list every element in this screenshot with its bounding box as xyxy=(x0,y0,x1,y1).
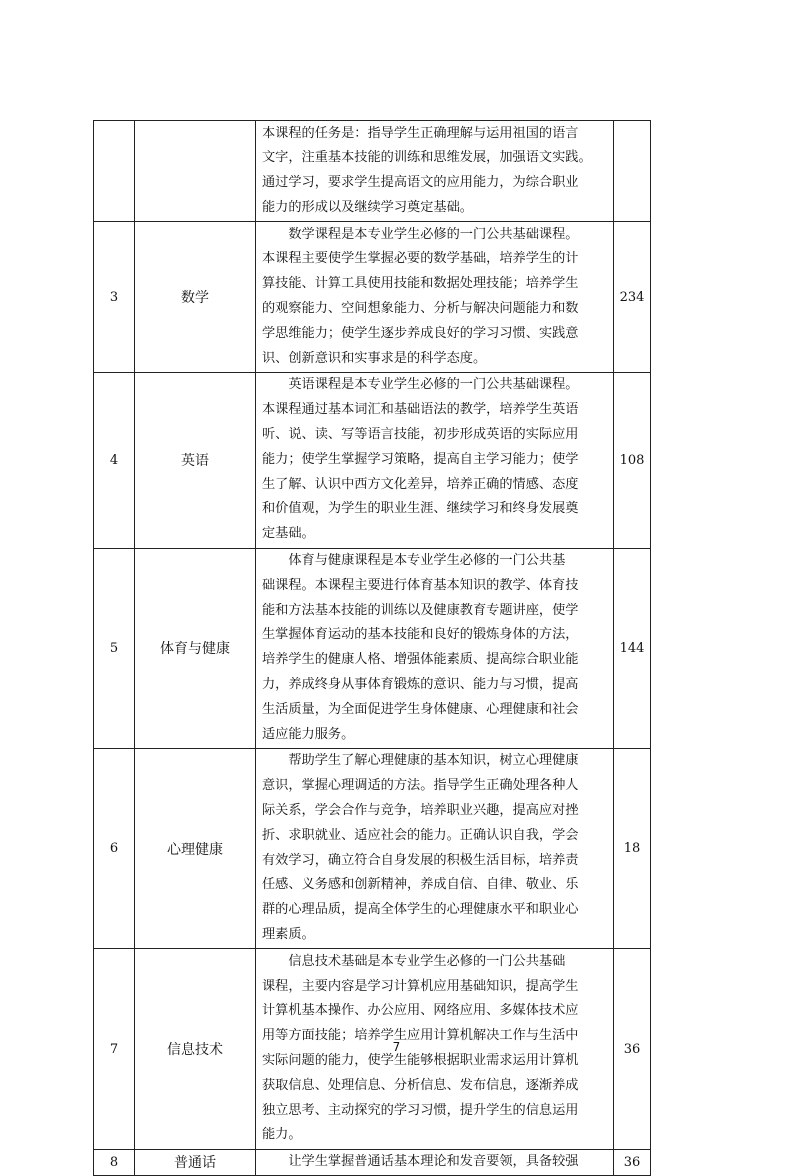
description-line: 际关系，学会合作与竞争，培养职业兴趣，提高应对挫 xyxy=(262,803,579,819)
course-description-cell xyxy=(256,121,614,222)
description-line: 获取信息、处理信息、分析信息、发布信息，逐渐养成 xyxy=(262,1077,579,1093)
description-line: 识、创新意识和实事求是的科学态度。 xyxy=(262,350,487,366)
description-line: 培养学生的健康人格、增强体能素质、提高综合职业能 xyxy=(262,652,579,668)
page-number: 7 xyxy=(392,1040,401,1054)
description-line: 学思维能力；使学生逐步养成良好的学习习惯、实践意 xyxy=(262,325,579,341)
course-description-cell xyxy=(256,548,614,748)
course-hours-cell: 36 xyxy=(614,949,651,1149)
course-number-cell: 5 xyxy=(94,548,135,748)
description-line: 意识，掌握心理调适的方法。指导学生正确处理各种人 xyxy=(262,778,579,794)
description-line: 本课程的任务是：指导学生正确理解与运用祖国的语言 xyxy=(262,125,579,141)
course-description-cell xyxy=(256,1149,614,1175)
course-name-cell: 心理健康 xyxy=(135,748,256,948)
description-line: 让学生掌握普通话基本理论和发音要领，具备较强 xyxy=(262,1153,579,1169)
description-line: 数学课程是本专业学生必修的一门公共基础课程。 xyxy=(262,226,579,242)
description-line: 定基础。 xyxy=(262,526,315,542)
description-line: 独立思考、主动探究的学习习惯，提升学生的信息运用 xyxy=(262,1102,579,1118)
description-line: 信息技术基础是本专业学生必修的一门公共基础 xyxy=(262,953,566,969)
course-description-cell xyxy=(256,748,614,948)
description-line: 计算机基本操作、办公应用、网络应用、多媒体技术应 xyxy=(262,1003,579,1019)
description-line: 生掌握体育运动的基本技能和良好的锻炼身体的方法， xyxy=(262,627,579,643)
course-number-cell: 7 xyxy=(94,949,135,1149)
description-line: 能和方法基本技能的训练以及健康教育专题讲座，使学 xyxy=(262,602,579,618)
course-hours-cell: 108 xyxy=(614,372,651,548)
course-number-cell: 6 xyxy=(94,748,135,948)
course-hours-cell: 234 xyxy=(614,222,651,373)
course-name-cell: 英语 xyxy=(135,372,256,548)
table-row xyxy=(94,222,651,373)
description-line: 任感、义务感和创新精神，养成自信、自律、敬业、乐 xyxy=(262,877,579,893)
description-line: 英语课程是本专业学生必修的一门公共基础课程。 xyxy=(262,377,579,393)
course-name-cell: 信息技术 xyxy=(135,949,256,1149)
description-line: 和价值观，为学生的职业生涯、继续学习和终身发展奠 xyxy=(262,501,579,517)
description-line: 本课程通过基本词汇和基础语法的教学，培养学生英语 xyxy=(262,402,579,418)
course-name-cell: 数学 xyxy=(135,222,256,373)
description-line: 生了解、认识中西方文化差异，培养正确的情感、态度 xyxy=(262,476,579,492)
course-description-cell xyxy=(256,372,614,548)
description-line: 帮助学生了解心理健康的基本知识，树立心理健康 xyxy=(262,753,579,769)
course-name-cell: 体育与健康 xyxy=(135,548,256,748)
course-name-cell xyxy=(135,121,256,222)
course-number-cell xyxy=(94,121,135,222)
description-line: 文字，注重基本技能的训练和思维发展，加强语文实践。 xyxy=(262,150,592,166)
description-line: 算技能、计算工具使用技能和数据处理技能；培养学生 xyxy=(262,276,579,292)
description-line: 折、求职就业、适应社会的能力。正确认识自我，学会 xyxy=(262,827,579,843)
course-number-cell: 8 xyxy=(94,1149,135,1175)
description-line: 生活质量，为全面促进学生身体健康、心理健康和社会 xyxy=(262,701,579,717)
table-row xyxy=(94,1149,651,1175)
description-line: 能力。 xyxy=(262,1127,302,1143)
description-line: 通过学习，要求学生提高语文的应用能力，为综合职业 xyxy=(262,175,579,191)
description-line: 础课程。本课程主要进行体育基本知识的教学、体育技 xyxy=(262,577,579,593)
table-row xyxy=(94,548,651,748)
table-row xyxy=(94,121,651,222)
description-line: 体育与健康课程是本专业学生必修的一门公共基 xyxy=(262,553,566,569)
table-row xyxy=(94,748,651,948)
description-line: 的观察能力、空间想象能力、分析与解决问题能力和数 xyxy=(262,301,579,317)
course-number-cell: 3 xyxy=(94,222,135,373)
description-line: 本课程主要使学生掌握必要的数学基础，培养学生的计 xyxy=(262,251,579,267)
course-name-cell: 普通话 xyxy=(135,1149,256,1175)
course-hours-cell: 36 xyxy=(614,1149,651,1175)
course-number-cell: 4 xyxy=(94,372,135,548)
description-line: 课程，主要内容是学习计算机应用基础知识，提高学生 xyxy=(262,978,579,994)
description-line: 能力的形成以及继续学习奠定基础。 xyxy=(262,199,473,215)
course-hours-cell xyxy=(614,121,651,222)
description-line: 群的心理品质，提高全体学生的心理健康水平和职业心 xyxy=(262,902,579,918)
description-line: 力，养成终身从事体育锻炼的意识、能力与习惯，提高 xyxy=(262,677,579,693)
course-description-cell xyxy=(256,222,614,373)
description-line: 听、说、读、写等语言技能，初步形成英语的实际应用 xyxy=(262,427,579,443)
description-line: 用等方面技能；培养学生应用计算机解决工作与生活中 xyxy=(262,1028,579,1044)
course-hours-cell: 144 xyxy=(614,548,651,748)
description-line: 理素质。 xyxy=(262,927,315,943)
description-line: 能力；使学生掌握学习策略，提高自主学习能力；使学 xyxy=(262,451,579,467)
description-line: 有效学习，确立符合自身发展的积极生活目标，培养责 xyxy=(262,852,579,868)
course-table-body xyxy=(94,121,651,1176)
description-line: 实际问题的能力，使学生能够根据职业需求运用计算机 xyxy=(262,1053,579,1069)
table-row xyxy=(94,372,651,548)
description-line: 适应能力服务。 xyxy=(262,726,355,742)
course-table xyxy=(93,120,651,1176)
course-hours-cell: 18 xyxy=(614,748,651,948)
